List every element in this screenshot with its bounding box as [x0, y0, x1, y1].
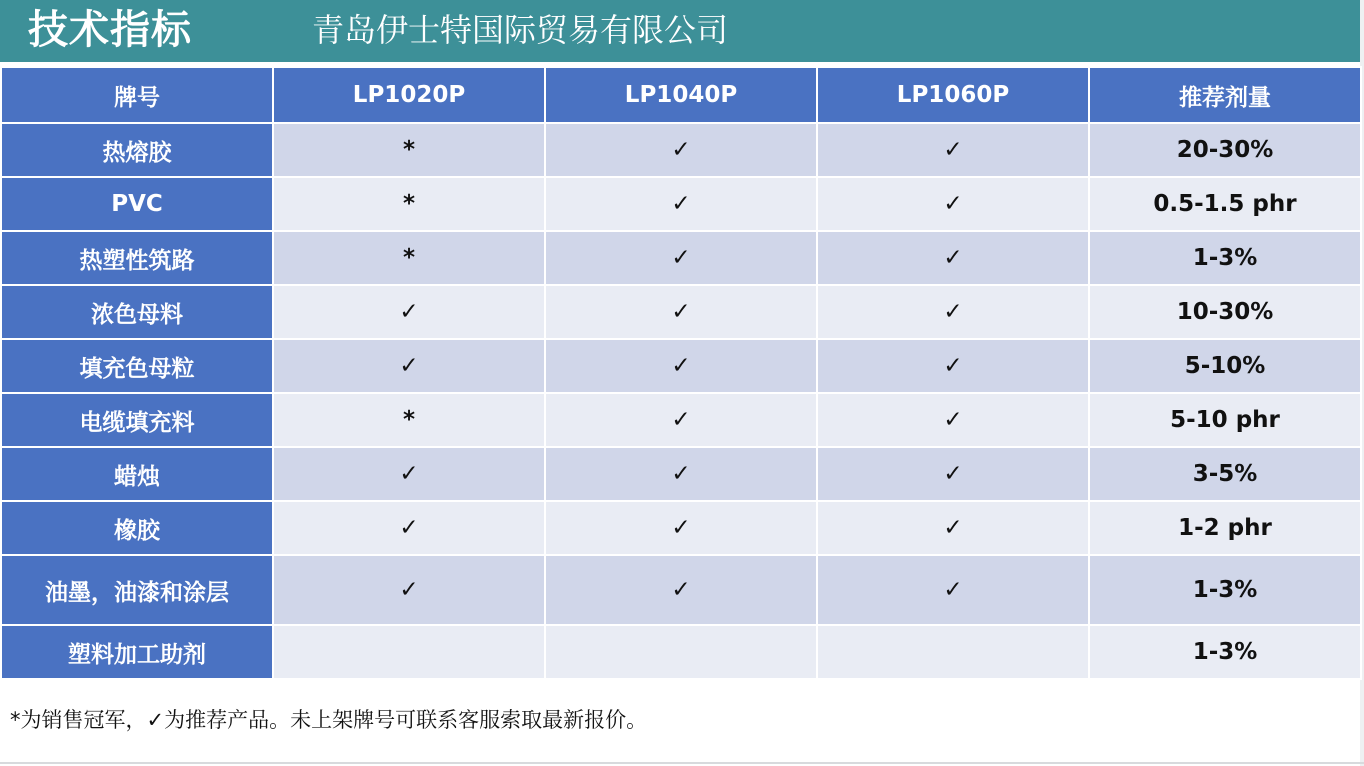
cell-lp1060p: ✓ [817, 555, 1089, 625]
cell-dosage: 1-3% [1089, 555, 1361, 625]
cell-lp1040p: ✓ [545, 285, 817, 339]
cell-dosage: 1-3% [1089, 231, 1361, 285]
cell-lp1020p: * [273, 123, 545, 177]
spec-table [0, 66, 1362, 680]
cell-dosage: 10-30% [1089, 285, 1361, 339]
cell-lp1060p: ✓ [817, 447, 1089, 501]
cell-dosage: 3-5% [1089, 447, 1361, 501]
row-label: 电缆填充料 [1, 393, 273, 447]
row-label: 橡胶 [1, 501, 273, 555]
column-header-lp1060p: LP1060P [817, 67, 1089, 123]
column-header-grade: 牌号 [1, 67, 273, 123]
table-row [1, 339, 1361, 393]
cell-lp1020p: ✓ [273, 339, 545, 393]
cell-dosage: 20-30% [1089, 123, 1361, 177]
table-row [1, 447, 1361, 501]
cell-lp1040p [545, 625, 817, 679]
cell-lp1040p: ✓ [545, 339, 817, 393]
cell-lp1040p: ✓ [545, 501, 817, 555]
cell-lp1060p: ✓ [817, 123, 1089, 177]
bottom-divider [0, 762, 1364, 764]
cell-lp1040p: ✓ [545, 447, 817, 501]
cell-lp1060p: ✓ [817, 501, 1089, 555]
row-label: 填充色母粒 [1, 339, 273, 393]
cell-lp1040p: ✓ [545, 555, 817, 625]
table-row [1, 625, 1361, 679]
cell-dosage: 5-10% [1089, 339, 1361, 393]
footnote: *为销售冠军，✓为推荐产品。未上架牌号可联系客服索取最新报价。 [10, 708, 648, 732]
row-label: 塑料加工助剂 [1, 625, 273, 679]
table-row [1, 393, 1361, 447]
table-header-row [1, 67, 1361, 123]
table-row [1, 555, 1361, 625]
column-header-lp1020p: LP1020P [273, 67, 545, 123]
cell-lp1020p: * [273, 177, 545, 231]
cell-lp1040p: ✓ [545, 177, 817, 231]
cell-lp1040p: ✓ [545, 231, 817, 285]
cell-lp1040p: ✓ [545, 393, 817, 447]
cell-lp1020p: ✓ [273, 501, 545, 555]
table-row [1, 285, 1361, 339]
cell-lp1060p: ✓ [817, 231, 1089, 285]
row-label: PVC [1, 177, 273, 231]
table-row [1, 123, 1361, 177]
cell-lp1040p: ✓ [545, 123, 817, 177]
table-row [1, 231, 1361, 285]
cell-lp1060p: ✓ [817, 339, 1089, 393]
row-label: 热熔胶 [1, 123, 273, 177]
table-row [1, 177, 1361, 231]
row-label: 蜡烛 [1, 447, 273, 501]
cell-lp1020p: * [273, 393, 545, 447]
cell-dosage: 0.5-1.5 phr [1089, 177, 1361, 231]
cell-dosage: 5-10 phr [1089, 393, 1361, 447]
company-name: 青岛伊士特国际贸易有限公司 [312, 11, 729, 49]
cell-lp1060p [817, 625, 1089, 679]
cell-lp1020p: * [273, 231, 545, 285]
row-label: 热塑性筑路 [1, 231, 273, 285]
row-label: 油墨，油漆和涂层 [1, 555, 273, 625]
cell-lp1020p: ✓ [273, 447, 545, 501]
cell-lp1020p: ✓ [273, 285, 545, 339]
page-title: 技术指标 [28, 7, 192, 53]
cell-lp1020p [273, 625, 545, 679]
column-header-dosage: 推荐剂量 [1089, 67, 1361, 123]
column-header-lp1040p: LP1040P [545, 67, 817, 123]
cell-dosage: 1-3% [1089, 625, 1361, 679]
table-row [1, 501, 1361, 555]
cell-lp1020p: ✓ [273, 555, 545, 625]
cell-lp1060p: ✓ [817, 177, 1089, 231]
cell-lp1060p: ✓ [817, 393, 1089, 447]
cell-dosage: 1-2 phr [1089, 501, 1361, 555]
title-banner [0, 0, 1360, 62]
cell-lp1060p: ✓ [817, 285, 1089, 339]
row-label: 浓色母料 [1, 285, 273, 339]
